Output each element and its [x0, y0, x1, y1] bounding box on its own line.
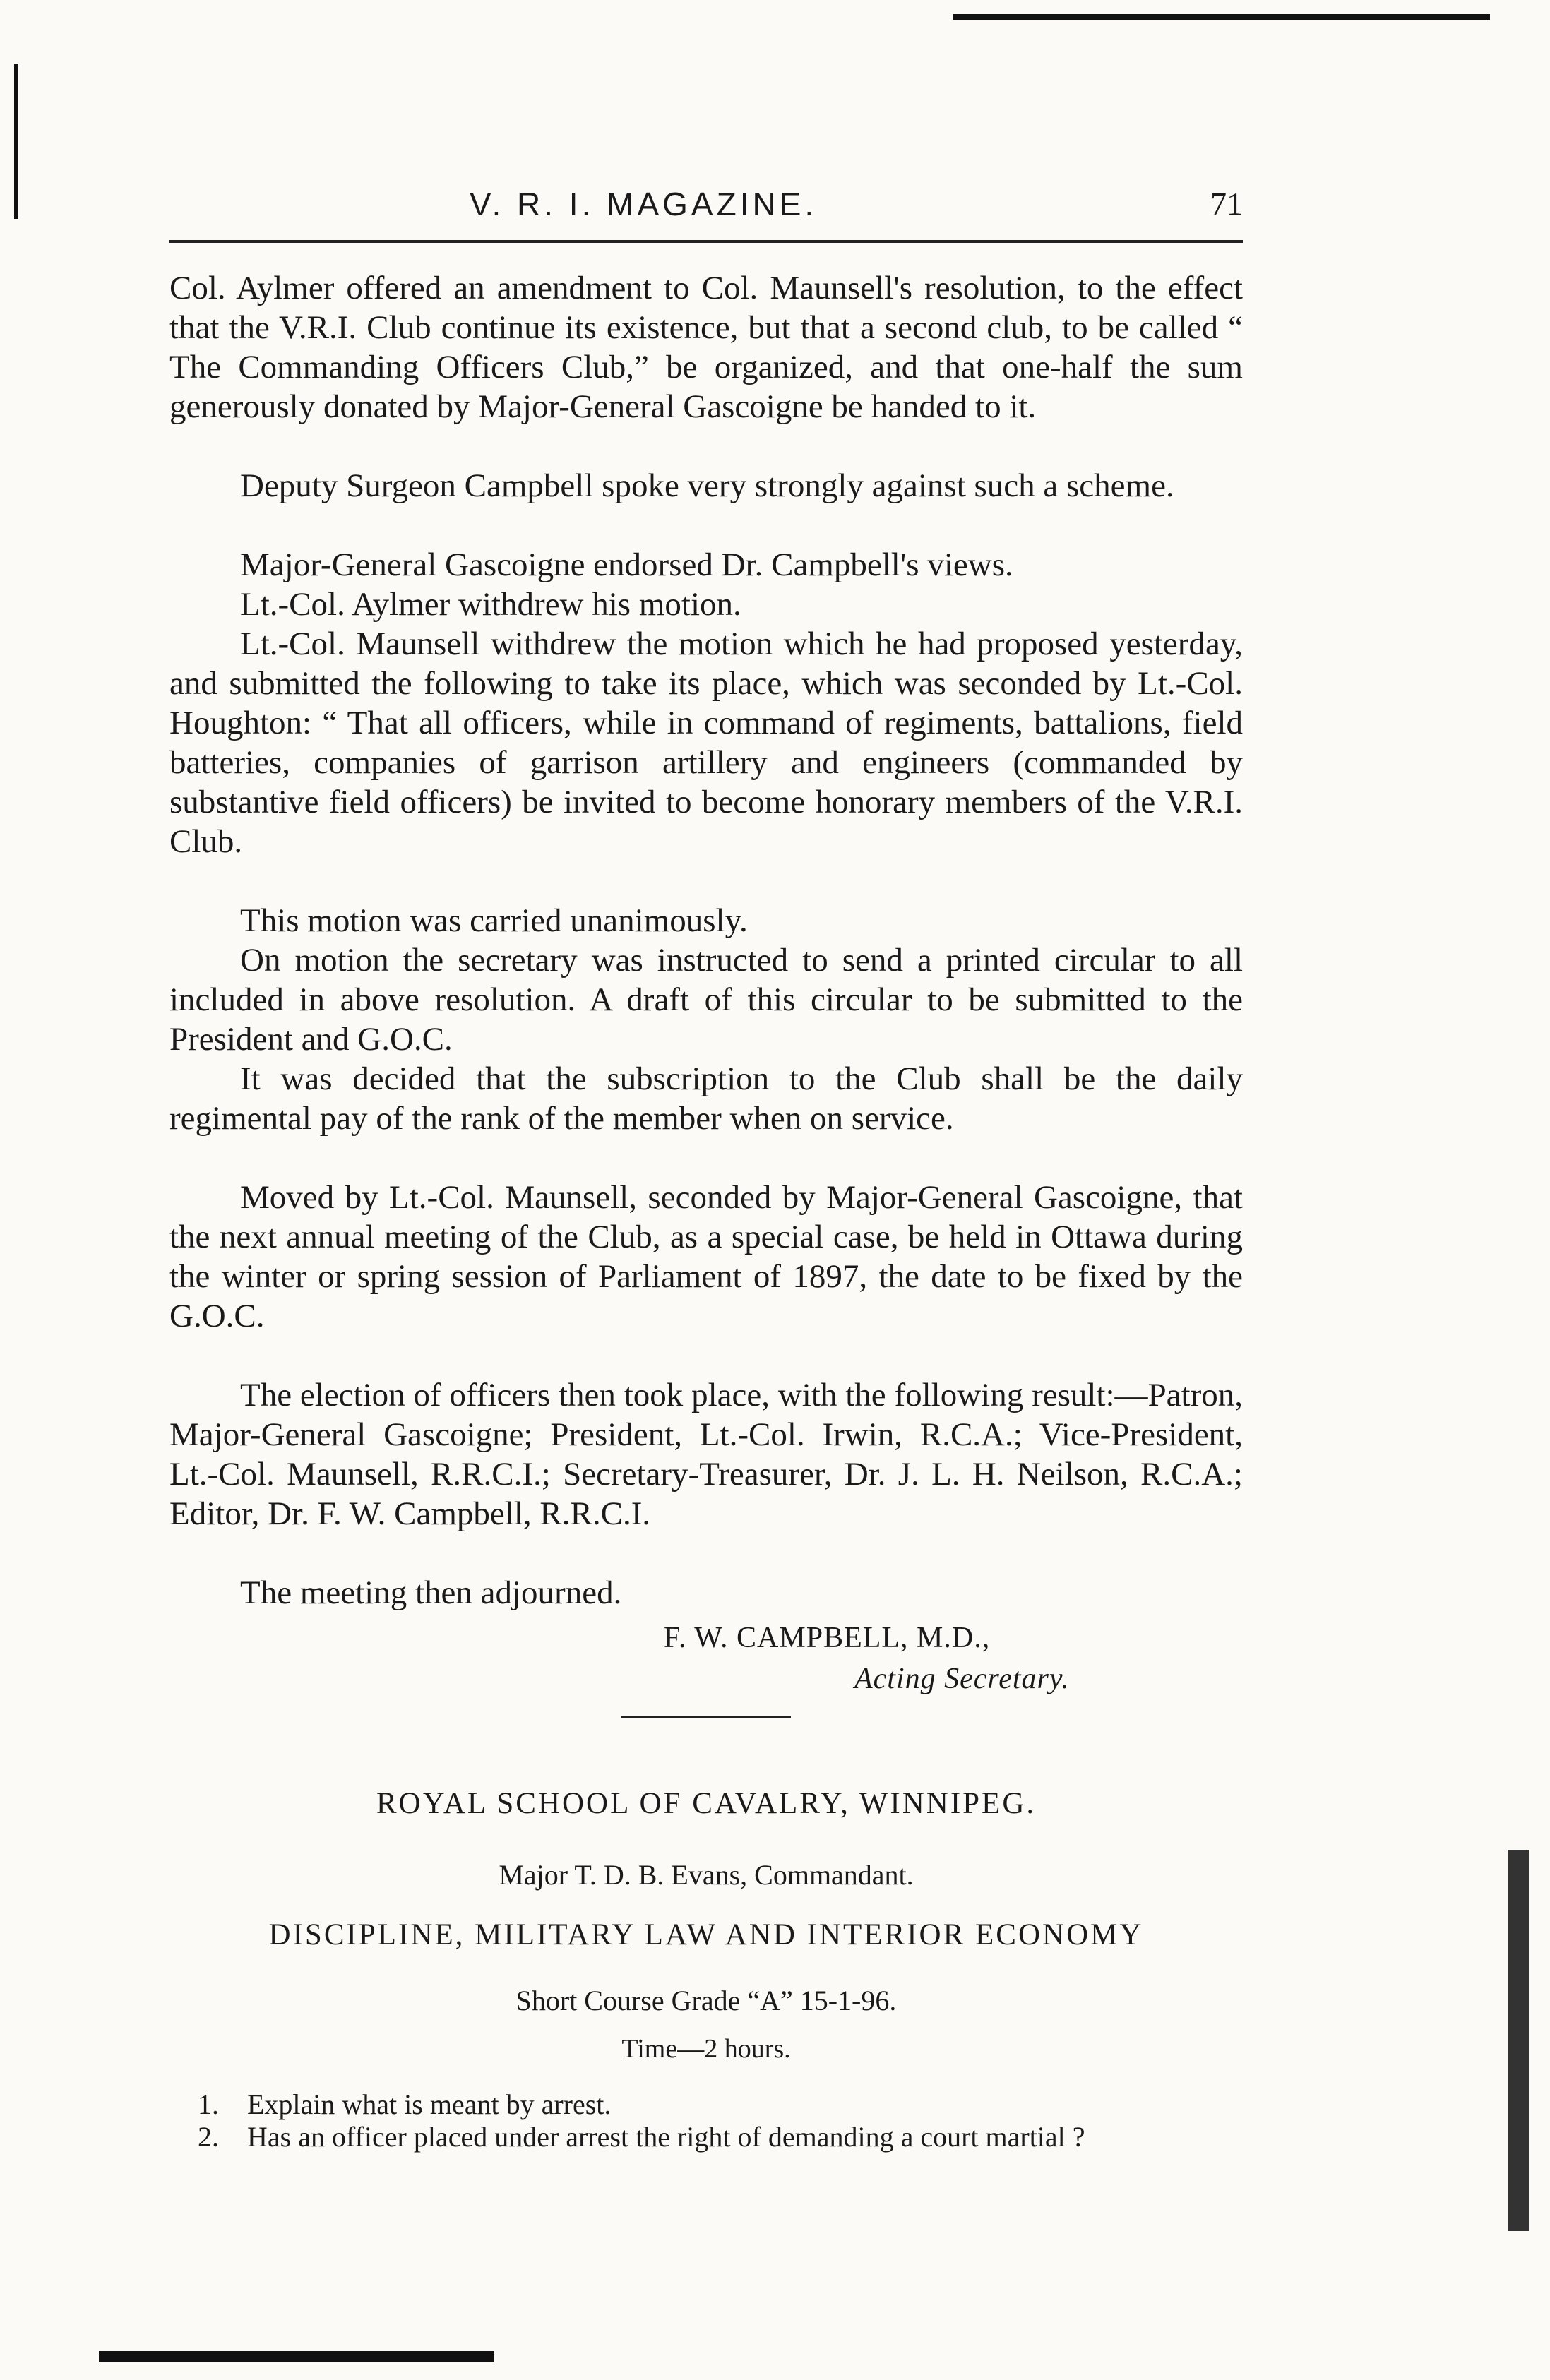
paragraph-circular: On motion the secretary was instructed to send a printed circular to all included in above resolution. A draft of this circular to be submitted to the President and G.O.C.	[169, 942, 1243, 1058]
question-item	[198, 2088, 1243, 2121]
paragraph-withdrawal: Lt.-Col. Aylmer withdrew his motion.	[240, 586, 741, 623]
scan-edge-mark-right	[1508, 1850, 1529, 2231]
question-item	[198, 2121, 1243, 2153]
paragraph-carried: This motion was carried unanimously.	[240, 902, 748, 939]
paragraph-maunsell-motion: Lt.-Col. Maunsell withdrew the motion which he had proposed yesterday, and submitted the following to take its place, which was seconded by Lt.-Col. Houghton: “ That all officers, while in command of regiments, battalions, field batteries, companies of garrison artillery and engineers (commanded by substantive field officers) be invited to become honorary members of the V.R.I. Club.	[169, 626, 1243, 860]
section-heading: ROYAL SCHOOL OF CAVALRY, WINNIPEG.	[376, 1787, 1037, 1820]
question-number: 1.	[198, 2088, 219, 2120]
question-number: 2.	[198, 2121, 219, 2153]
header-rule	[169, 240, 1243, 243]
paragraph-subscription: It was decided that the subscription to the Club shall be the daily regimental pay of the rank of the member when on service.	[169, 1060, 1243, 1137]
subject-heading: DISCIPLINE, MILITARY LAW AND INTERIOR ECONOMY	[268, 1918, 1144, 1951]
section-divider	[621, 1716, 791, 1718]
time-line: Time—2 hours.	[621, 2034, 791, 2064]
magazine-title: V. R. I. MAGAZINE.	[470, 186, 818, 222]
question-text: Explain what is meant by arrest.	[247, 2088, 612, 2120]
signature-name: F. W. CAMPBELL, M.D.,	[664, 1622, 991, 1654]
paragraph-amendment: Col. Aylmer offered an amendment to Col. Maunsell's resolution, to the effect that the V.R.I. Club continue its existence, but that a second club, to be called “ The Commanding Officers Club,” be organized, and that one-half the sum generously donated by Major-General Gascoigne be handed to it.	[169, 270, 1243, 425]
scan-edge-mark-top	[953, 14, 1490, 20]
paragraph-adjourned: The meeting then adjourned.	[240, 1574, 622, 1611]
running-header	[169, 185, 1243, 227]
page-number: 71	[1210, 186, 1243, 222]
question-text: Has an officer placed under arrest the right of demanding a court martial ?	[247, 2121, 1085, 2153]
commandant-line: Major T. D. B. Evans, Commandant.	[499, 1859, 914, 1891]
paragraph-endorsement: Major-General Gascoigne endorsed Dr. Campbell's views.	[240, 546, 1013, 583]
scan-edge-mark-bottom	[99, 2351, 494, 2362]
paragraph-deputy-surgeon: Deputy Surgeon Campbell spoke very strongly against such a scheme.	[240, 467, 1174, 504]
course-line: Short Course Grade “A” 15-1-96.	[515, 1985, 897, 2016]
scan-edge-mark-left	[14, 64, 18, 219]
paragraph-election: The election of officers then took place, with the following result:—Patron, Major-General Gascoigne; President, Lt.-Col. Irwin, R.C.A.; Vice-President, Lt.-Col. Maunsell, R.R.C.I.; Secretary-Treasurer, Dr. J. L. H. Neilson, R.C.A.; Editor, Dr. F. W. Campbell, R.R.C.I.	[169, 1377, 1243, 1532]
signature-role: Acting Secretary.	[854, 1663, 1070, 1695]
paragraph-annual-meeting: Moved by Lt.-Col. Maunsell, seconded by Major-General Gascoigne, that the next annual meeting of the Club, as a special case, be held in Ottawa during the winter or spring session of Parliament of 1897, the date to be fixed by the G.O.C.	[169, 1179, 1243, 1334]
